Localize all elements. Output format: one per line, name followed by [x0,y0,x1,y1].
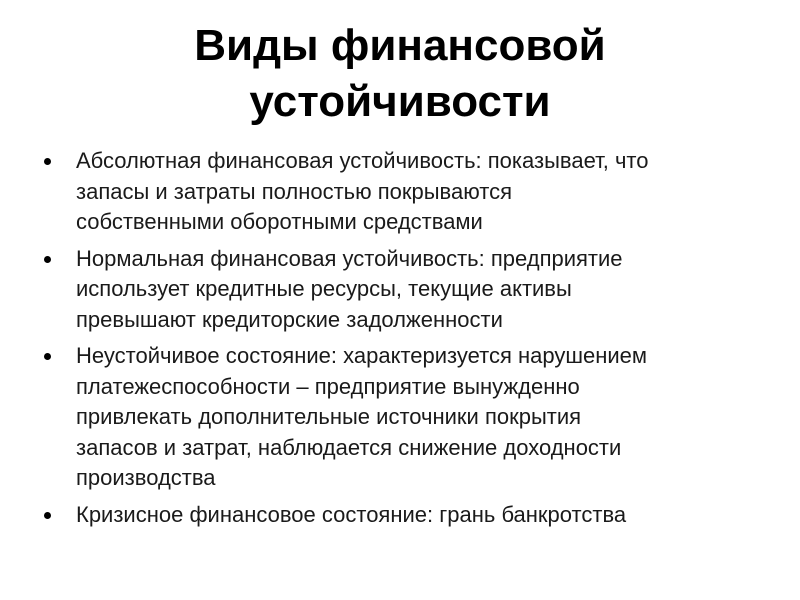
bullet-text-line: запасов и затрат, наблюдается снижение доходности [76,434,622,460]
bullet-dot-icon [44,353,51,360]
bullet-item-absolute [44,146,734,238]
bullet-item-crisis [44,500,734,531]
bullet-item-normal [44,244,734,336]
bullet-text-line: запасы и затраты полностью покрываются [76,178,512,204]
bullet-text-line: Неустойчивое состояние: характеризуется нарушением [76,343,648,368]
bullet-text-line: использует кредитные ресурсы, текущие активы [76,276,572,301]
slide-title-line-1: Виды финансовой [194,21,606,70]
bullet-text-line: платежеспособности – предприятие вынужденно [76,373,580,399]
bullet-text-line: привлекать дополнительные источники покрытия [76,404,582,429]
slide-title [60,18,740,130]
bullet-list [44,146,734,536]
bullet-text-line: превышают кредиторские задолженности [76,306,503,332]
bullet-text-line: производства [76,465,216,490]
bullet-dot-icon [44,512,51,519]
slide-title-line-2: устойчивости [249,77,551,126]
bullet-item-unstable [44,341,734,494]
bullet-text-line: собственными оборотными средствами [76,209,483,234]
bullet-dot-icon [44,158,51,165]
bullet-text-line: Абсолютная финансовая устойчивость: показывает, что [76,148,649,173]
bullet-text-line: Кризисное финансовое состояние: грань банкротства [76,501,627,527]
bullet-text-line: Нормальная финансовая устойчивость: предприятие [76,245,623,271]
bullet-dot-icon [44,256,51,263]
